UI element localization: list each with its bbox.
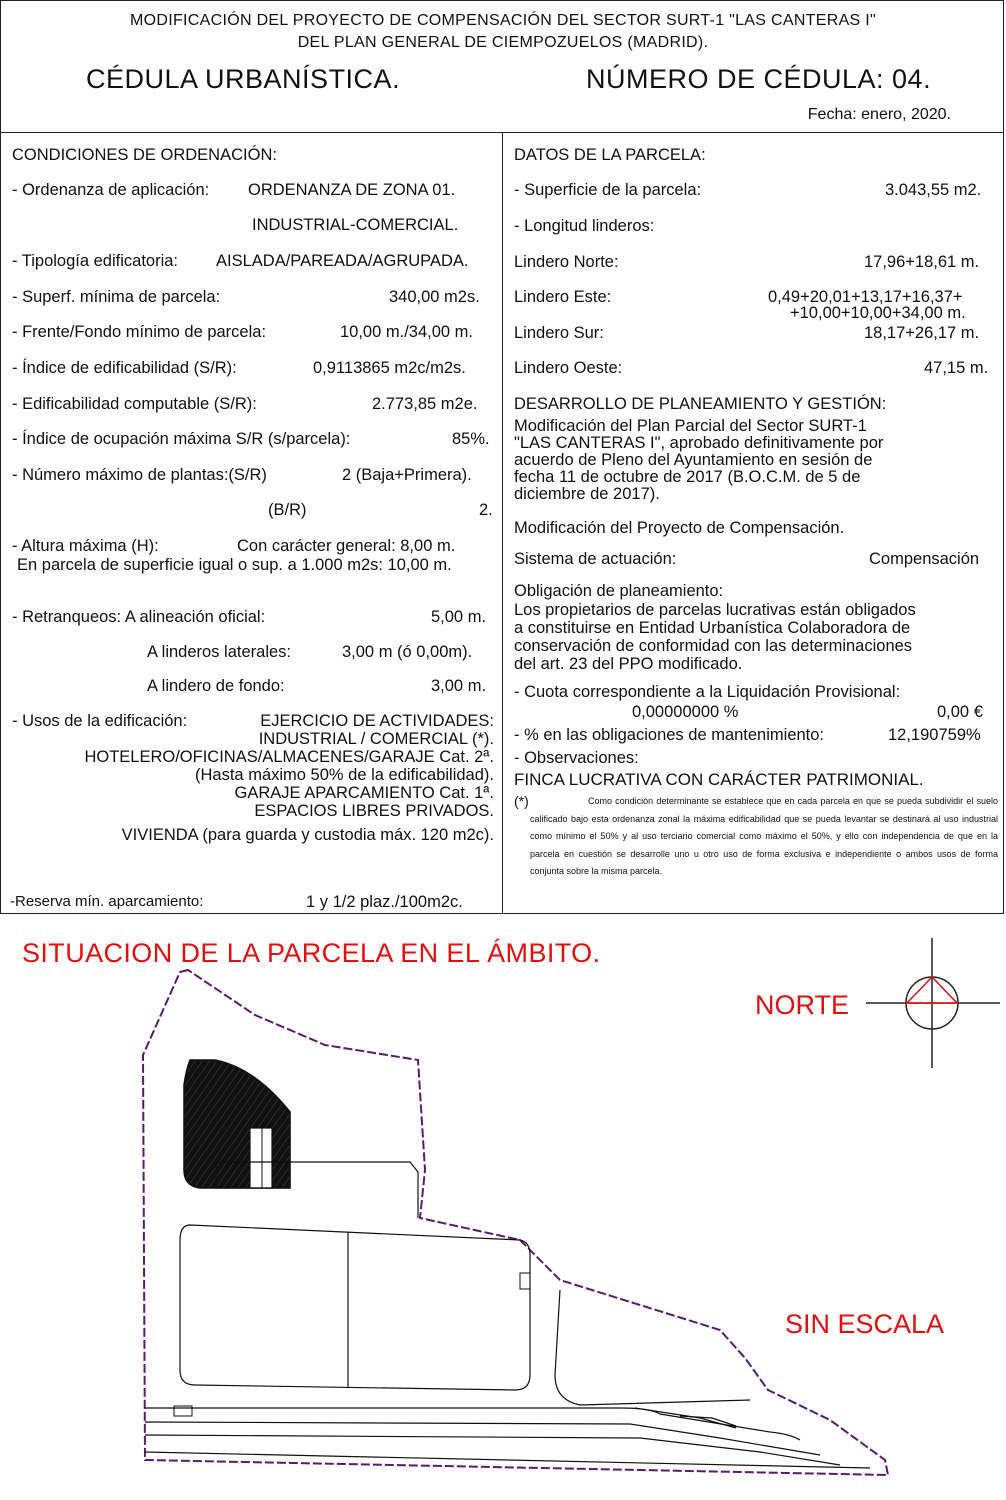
desarrollo-line: Modificación del Plan Parcial del Sector SURT-1: [514, 417, 867, 435]
lindero-este-label: Lindero Este:: [514, 288, 612, 306]
usos-line: ESPACIOS LIBRES PRIVADOS.: [254, 802, 494, 820]
obligacion-line: a constituirse en Entidad Urbanística Colaboradora de: [514, 619, 911, 637]
plan-title: SITUACION DE LA PARCELA EN EL ÁMBITO.: [22, 938, 601, 968]
indice-edif-label: - Índice de edificabilidad (S/R):: [12, 359, 237, 377]
br-value: 2.: [479, 501, 493, 519]
tipologia-value: AISLADA/PAREADA/AGRUPADA.: [216, 252, 469, 270]
finca-text: FINCA LUCRATIVA CON CARÁCTER PATRIMONIAL.: [514, 770, 924, 789]
document-title: CÉDULA URBANÍSTICA.: [86, 64, 401, 94]
sector-boundary: [143, 970, 888, 1475]
project-title-line2: DEL PLAN GENERAL DE CIEMPOZUELOS (MADRID).: [297, 34, 709, 51]
usos-line: EJERCICIO DE ACTIVIDADES:: [260, 712, 494, 730]
reserva-value: 1 y 1/2 plaz./100m2c.: [306, 893, 463, 911]
obligacion-heading: Obligación de planeamiento:: [514, 582, 724, 600]
plantas-value: 2 (Baja+Primera).: [342, 466, 472, 484]
desarrollo-line: diciembre de 2017).: [514, 485, 660, 503]
sistema-label: Sistema de actuación:: [514, 550, 677, 568]
desarrollo-line: fecha 11 de octubre de 2017 (B.O.C.M. de 5 de: [514, 468, 861, 486]
document-date: Fecha: enero, 2020.: [807, 106, 951, 123]
lindero-fondo-value: 3,00 m.: [431, 677, 487, 695]
altura-value2: En parcela de superficie igual o sup. a 1.000 m2s: 10,00 m.: [17, 556, 452, 574]
linderos-lat-label: A linderos laterales:: [147, 643, 291, 661]
note-text: Como condición determinante se establece que en cada parcela en que se pueda subdividir el suelo calificado bajo esta ordenanza zonal la máxima edificabilidad que se pueda levantar se destinará al uso industrial como mínimo el 50% y al uso terciario comercial como máximo el 50%, y ello con independencia de que en la parcela en cuestión se desarrolle uno u otro uso de forma exclusiva e independiente o ambos usos de forma conjunta sobre la misma parcela.: [530, 796, 998, 876]
retranqueos-value: 5,00 m.: [431, 608, 487, 626]
tipologia-label: - Tipología edificatoria:: [12, 252, 179, 270]
cedula-number: NÚMERO DE CÉDULA: 04.: [586, 64, 932, 94]
indice-edif-value: 0,9113865 m2c/m2s.: [313, 359, 466, 377]
frente-label: - Frente/Fondo mínimo de parcela:: [12, 323, 267, 341]
obligacion-line: del art. 23 del PPO modificado.: [514, 655, 743, 673]
ordenanza-value1: ORDENANZA DE ZONA 01.: [248, 181, 456, 199]
desarrollo-line: acuerdo de Pleno del Ayuntamiento en sesión de: [514, 451, 873, 469]
superf-label: - Superf. mínima de parcela:: [12, 288, 221, 306]
longitud-label: - Longitud linderos:: [514, 217, 655, 235]
mantenimiento-label: - % en las obligaciones de mantenimiento:: [514, 726, 825, 744]
ocupacion-value: 85%.: [452, 430, 490, 448]
road-lines: [145, 1408, 870, 1468]
scale-label: SIN ESCALA: [785, 1309, 945, 1339]
lindero-oeste-label: Lindero Oeste:: [514, 359, 623, 377]
sistema-value: Compensación: [869, 550, 980, 568]
parcel-block-left: [180, 1225, 530, 1390]
plantas-label: - Número máximo de plantas:(S/R): [12, 466, 267, 484]
ordenanza-label: - Ordenanza de aplicación:: [12, 181, 210, 199]
parcel-block-right: [555, 1290, 750, 1405]
cuota-percent: 0,00000000 %: [632, 703, 739, 721]
altura-label: - Altura máxima (H):: [12, 537, 159, 555]
cuota-label: - Cuota correspondiente a la Liquidación Provisional:: [514, 683, 901, 701]
superficie-value: 3.043,55 m2.: [885, 181, 982, 199]
obligacion-line: conservación de conformidad con las determinaciones: [514, 637, 913, 655]
observaciones-label: - Observaciones:: [514, 749, 639, 767]
cuota-euros: 0,00 €: [937, 703, 983, 721]
lindero-sur-value: 18,17+26,17 m.: [864, 324, 980, 342]
lindero-oeste-value: 47,15 m.: [924, 359, 989, 377]
ordenanza-value2: INDUSTRIAL-COMERCIAL.: [252, 216, 459, 234]
superf-value: 340,00 m2s.: [389, 288, 480, 306]
reserva-label: -Reserva mín. aparcamiento:: [10, 893, 204, 910]
superficie-label: - Superficie de la parcela:: [514, 181, 702, 199]
ocupacion-label: - Índice de ocupación máxima S/R (s/parcela):: [12, 430, 351, 448]
frente-value: 10,00 m./34,00 m.: [340, 323, 473, 341]
usos-line: GARAJE APARCAMIENTO Cat. 1ª.: [234, 784, 494, 802]
hatched-building: [184, 1060, 290, 1188]
lindero-sur-label: Lindero Sur:: [514, 324, 604, 342]
linderos-lat-value: 3,00 m (ó 0,00m).: [342, 643, 473, 661]
edif-comp-value: 2.773,85 m2e.: [372, 395, 478, 413]
modificacion-text: Modificación del Proyecto de Compensación.: [514, 519, 845, 537]
desarrollo-heading: DESARROLLO DE PLANEAMIENTO Y GESTIÓN:: [514, 395, 887, 413]
small-element: [520, 1273, 530, 1289]
lindero-fondo-label: A lindero de fondo:: [147, 677, 285, 695]
obligacion-line: Los propietarios de parcelas lucrativas están obligados: [514, 601, 916, 619]
building-opening: [250, 1128, 272, 1188]
lindero-norte-label: Lindero Norte:: [514, 253, 619, 271]
mantenimiento-value: 12,190759%: [888, 726, 981, 744]
project-title-line1: MODIFICACIÓN DEL PROYECTO DE COMPENSACIÓN DEL SECTOR SURT-1 "LAS CANTERAS I": [130, 12, 876, 29]
right-heading: DATOS DE LA PARCELA:: [514, 146, 706, 164]
usos-line: VIVIENDA (para guarda y custodia máx. 120 m2c).: [121, 826, 494, 844]
altura-value1: Con carácter general: 8,00 m.: [237, 537, 456, 555]
usos-line: HOTELERO/OFICINAS/ALMACENES/GARAJE Cat. 2ª.: [84, 748, 494, 766]
north-label: NORTE: [755, 990, 850, 1020]
note-asterisk: (*): [514, 793, 529, 809]
br-label: (B/R): [268, 501, 307, 519]
lindero-este-value2: +10,00+10,00+34,00 m.: [790, 304, 966, 322]
usos-line: (Hasta máximo 50% de la edificabilidad).: [195, 766, 494, 784]
retranqueos-label: - Retranqueos: A alineación oficial:: [12, 608, 266, 626]
edif-comp-label: - Edificabilidad computable (S/R):: [12, 395, 257, 413]
usos-line: INDUSTRIAL / COMERCIAL (*).: [258, 730, 494, 748]
lindero-norte-value: 17,96+18,61 m.: [864, 253, 980, 271]
left-heading: CONDICIONES DE ORDENACIÓN:: [12, 146, 277, 164]
lindero-este-value1: 0,49+20,01+13,17+16,37+: [768, 288, 963, 306]
usos-label: - Usos de la edificación:: [12, 712, 188, 730]
desarrollo-line: "LAS CANTERAS I", aprobado definitivamente por: [514, 434, 884, 452]
north-arrow-icon: [866, 938, 1000, 1068]
